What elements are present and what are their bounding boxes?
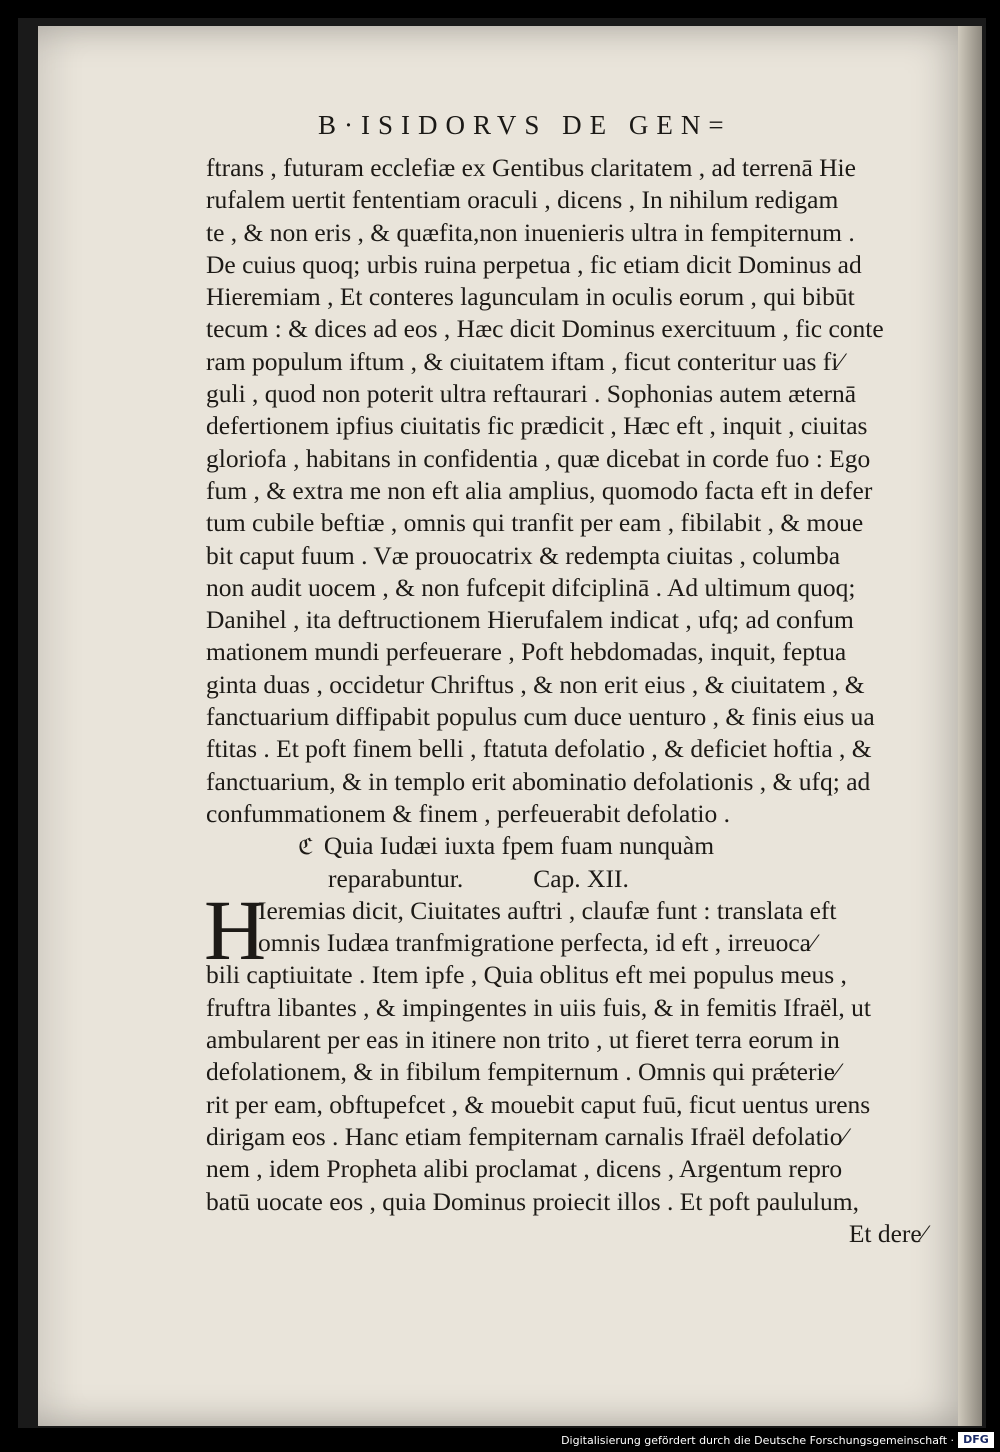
chapter-heading-line-2 (206, 863, 926, 895)
text-line: nem , idem Propheta alibi proclamat , dicens , Argentum repro (206, 1154, 843, 1184)
text-line: ftitas . Et poft finem belli , ftatuta defolatio , & deficiet hoftia , & (206, 734, 872, 764)
text-line: ram populum iftum , & ciuitatem iftam , ficut conteritur uas fi⁄ (206, 346, 843, 376)
catchword: Et dere⁄ (848, 1218, 926, 1248)
page-edge-shadow (958, 26, 982, 1426)
text-line: batū uocate eos , quia Dominus proiecit illos . Et poft paululum, (206, 1186, 859, 1216)
text-line: bili captiuitate . Item ipfe , Quia oblitus eft mei populus meus , (206, 960, 847, 990)
text-line: bit caput fuum . Væ prouocatrix & redempta ciuitas , columba (206, 540, 841, 570)
indented-lines (206, 895, 926, 960)
text-line: confummationem & finem , perfeuerabit defolatio . (206, 798, 730, 828)
text-line: fruftra libantes , & impingentes in uiis fuis, & in femitis Ifraël, ut (206, 992, 871, 1022)
text-line: Ieremias dicit, Ciuitates auftri , claufæ funt : translata eft (258, 895, 837, 925)
text-line: defertionem ipfius ciuitatis fic prædicit , Hæc eft , inquit , ciuitas (206, 411, 868, 441)
footer-bar (0, 1428, 1000, 1452)
text-line: Hieremiam , Et conteres lagunculam in oculis eorum , qui bibūt (206, 282, 855, 312)
text-line: fum , & extra me non eft alia amplius, quomodo facta eft in defer (206, 475, 873, 505)
text-line: fanctuarium, & in templo erit abominatio defolationis , & ufq; ad (206, 766, 871, 796)
text-line: Danihel , ita deftructionem Hierufalem indicat , ufq; ad confum (206, 605, 854, 635)
text-line: rit per eam, obftupefcet , & mouebit caput fuū, ficut uentus urens (206, 1089, 871, 1119)
text-line: te , & non eris , & quæfita,non inuenieris ultra in fempiternum . (206, 217, 855, 247)
pilcrow-icon: ℭ (298, 834, 314, 860)
chapter-heading-text-2: reparabuntur. (328, 863, 464, 893)
body-paragraph-1 (206, 152, 926, 830)
text-line: ambularent per eas in itinere non trito , ut fieret terra eorum in (206, 1025, 840, 1055)
funding-notice: Digitalisierung gefördert durch die Deutsche Forschungsgemeinschaft · (561, 1434, 954, 1447)
text-line: tum cubile beftiæ , omnis qui tranfit per eam , fibilabit , & moue (206, 508, 864, 538)
text-line: dirigam eos . Hanc etiam fempiternam carnalis Ifraël defolatio⁄ (206, 1121, 847, 1151)
text-line: non audit uocem , & non fufcepit difciplinā . Ad ultimum quoq; (206, 572, 856, 602)
text-line: fanctuarium diffipabit populus cum duce uenturo , & finis eius ua (206, 702, 875, 732)
text-line: mationem mundi perfeuerare , Poft hebdomadas, inquit, feptua (206, 637, 847, 667)
text-line: guli , quod non poterit ultra reftaurari . Sophonias autem æternā (206, 379, 857, 409)
chapter-heading-line-1 (206, 830, 926, 862)
text-line: ginta duas , occidetur Chriftus , & non erit eius , & ciuitatem , & (206, 669, 865, 699)
running-head: B·ISIDORVS DE GEN= (318, 110, 732, 140)
text-line: omnis Iudæa tranfmigratione perfecta, id eft , irreuoca⁄ (258, 928, 816, 958)
text-line: defolationem, & in fibilum fempiternum . Omnis qui prǽterie⁄ (206, 1057, 840, 1087)
text-block (206, 152, 926, 1250)
text-line: De cuius quoq; urbis ruina perpetua , fic etiam dicit Dominus ad (206, 249, 862, 279)
chapter-number: Cap. XII. (533, 863, 629, 893)
dfg-logo: DFG (958, 1432, 994, 1448)
text-line: gloriofa , habitans in confidentia , quæ dicebat in corde fuo : Ego (206, 443, 871, 473)
drop-cap-initial: H (204, 881, 267, 978)
text-line: ftrans , futuram ecclefiæ ex Gentibus claritatem , ad terrenā Hie (206, 153, 856, 182)
text-line: rufalem uertit fententiam oraculi , dicens , In nihilum redigam (206, 185, 839, 215)
chapter-heading-text: Quia Iudæi iuxta fpem fuam nunquàm (323, 831, 715, 861)
body-paragraph-2 (206, 959, 926, 1217)
text-line: tecum : & dices ad eos , Hæc dicit Dominus exercituum , fic conte (206, 314, 884, 344)
